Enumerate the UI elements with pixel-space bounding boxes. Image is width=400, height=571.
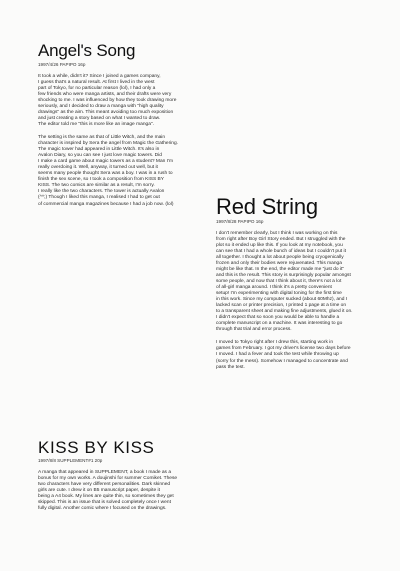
text-line: The magic tower had appeared in Little Witch. It's also in — [38, 147, 160, 153]
text-line: A manga that appeared in SUPPLEMENT, a book I made as a — [38, 469, 172, 475]
text-line: skipped. This is an issue that is solved completely once I went — [38, 499, 171, 505]
section-kiss-by-kiss — [38, 439, 213, 519]
text-line: I guess that's a natural result. At first I lived in the west — [38, 79, 155, 85]
text-line: complete manuscript on a machine. It was interesting to go — [216, 321, 343, 327]
text-line: pass the test. — [216, 364, 245, 370]
text-line: to a transparent sheet and making fine adjustments, glued it on. — [216, 309, 353, 315]
text-line: bonus for my own works. A doujinshi for summer Comiket. These — [38, 475, 178, 481]
text-line: through that trial and error process. — [216, 327, 292, 333]
text-line: being a A4 book. My lines are quite thin, so sometimes they get — [38, 493, 174, 499]
section-body — [216, 231, 376, 371]
text-line: finish the sex scene, so I took a composition from KISS BY — [38, 177, 164, 183]
text-line: two characters have very different personalities. Dark skinned — [38, 481, 171, 487]
text-line: It took a while, didn't it? Since I joined a games company, — [38, 73, 161, 79]
text-line: girls are cute. I drew it on B5 manuscript paper, despite it — [38, 487, 160, 493]
text-line: character is inspired by Sera the angel from Magic the Gathering. — [38, 141, 179, 147]
text-line: part of Tokyo, for no particular reason (lol), I had only a — [38, 85, 156, 91]
text-line: of all-girl manga around. I think it's a pretty convenient — [216, 285, 332, 291]
text-line: seriously, and I decided to draw a manga with "high quality — [38, 103, 164, 109]
paragraph — [38, 470, 213, 512]
text-line: few friends who were manga artists, and their drafts were very — [38, 91, 172, 97]
text-line: I didn't expect that so soon you would be able to handle a — [216, 315, 340, 321]
text-line: some people, and now that I think about it, there's not a lot — [216, 278, 342, 284]
text-line: from right after Boy Girl Story ended. But I struggled with the — [216, 236, 346, 242]
section-title: Red String — [216, 194, 318, 219]
text-line: lacked scan or printer precision, I printed 1 page at a time on — [216, 303, 347, 309]
section-body — [38, 470, 213, 512]
publication-info: 1997/8/8 SUPPLEMENT#1 20p — [38, 458, 103, 463]
paragraph — [38, 74, 213, 128]
text-line: really overdoing it. Well, anyway, it turned out well, but it — [38, 165, 158, 171]
publication-info: 1997/4/26 PAPIPO 16p — [38, 62, 86, 67]
text-line: I make a card game about magic towers as a student? Man I'm — [38, 159, 174, 165]
text-line: and just creating a story based on what I wanted to draw. — [38, 115, 161, 121]
text-line: I really like the two characters. The tower is actually Avalon — [38, 189, 165, 195]
text-line: fully digital. Another comic where I focused on the drawings. — [38, 505, 167, 511]
text-line: (sorry for the mess). Somehow I managed to concentrate and — [216, 358, 348, 364]
paragraph — [216, 340, 376, 370]
text-line: Avalon Diary, so you can see I just love magic towers. Did — [38, 153, 162, 159]
text-line: might be like that. In the end, the editor made me "just do it" — [216, 266, 345, 272]
text-line: I moved to Tokyo right after I drew this, starting work in — [216, 340, 334, 346]
text-line: all together. I thought a lot about people being cryogenically — [216, 254, 344, 260]
section-title: Angel's Song — [38, 41, 136, 60]
publication-info: 1997/8/28 PAPIPO 16p — [216, 219, 264, 224]
text-line: drawings" as the aim. This meant avoiding too much exposition — [38, 109, 174, 115]
text-line: and this is the result. This story is surprisingly popular amongst — [216, 272, 351, 278]
section-red-string — [216, 196, 376, 378]
section-angels-song — [38, 42, 213, 215]
text-line: seems many people thought Sera was a boy. I was in a rush to — [38, 171, 173, 177]
text-line: I moved. I had a fever and took the test while throwing up — [216, 352, 339, 358]
text-line: frozen and only their bodies were rejuvenated. This manga — [216, 260, 342, 266]
text-line: shocking to me. I was influenced by how they took drawing more — [38, 97, 177, 103]
text-line: The editor told me "this is more like an image manga". — [38, 121, 154, 127]
text-line: of commercial manga magazines because I had a job now. (lol) — [38, 201, 174, 207]
paragraph — [38, 135, 213, 208]
text-line: setup! I'm experimenting with digital toning for the first time — [216, 291, 342, 297]
text-line: games from February. I got my driver's license two days before — [216, 346, 351, 352]
text-line: I don't remember clearly, but I think I was working on this — [216, 230, 338, 236]
text-line: (^^;) Though I liked this manga, I realised I had to get out — [38, 195, 160, 201]
text-line: in this work. Since my computer sucked (about 60Mhz), and I — [216, 297, 348, 303]
text-line: plot so it ended up like this. If you look at my notebook, you — [216, 242, 343, 248]
paragraph — [216, 231, 376, 334]
text-line: KISS. The two comics are similar as a result, I'm sorry. — [38, 183, 155, 189]
text-line: can see that I had a whole bunch of ideas but I couldn't put it — [216, 248, 346, 254]
section-body — [38, 74, 213, 208]
text-line: The setting is the same as that of Little Witch, and the main — [38, 135, 166, 141]
section-title: KISS BY KISS — [38, 438, 155, 457]
